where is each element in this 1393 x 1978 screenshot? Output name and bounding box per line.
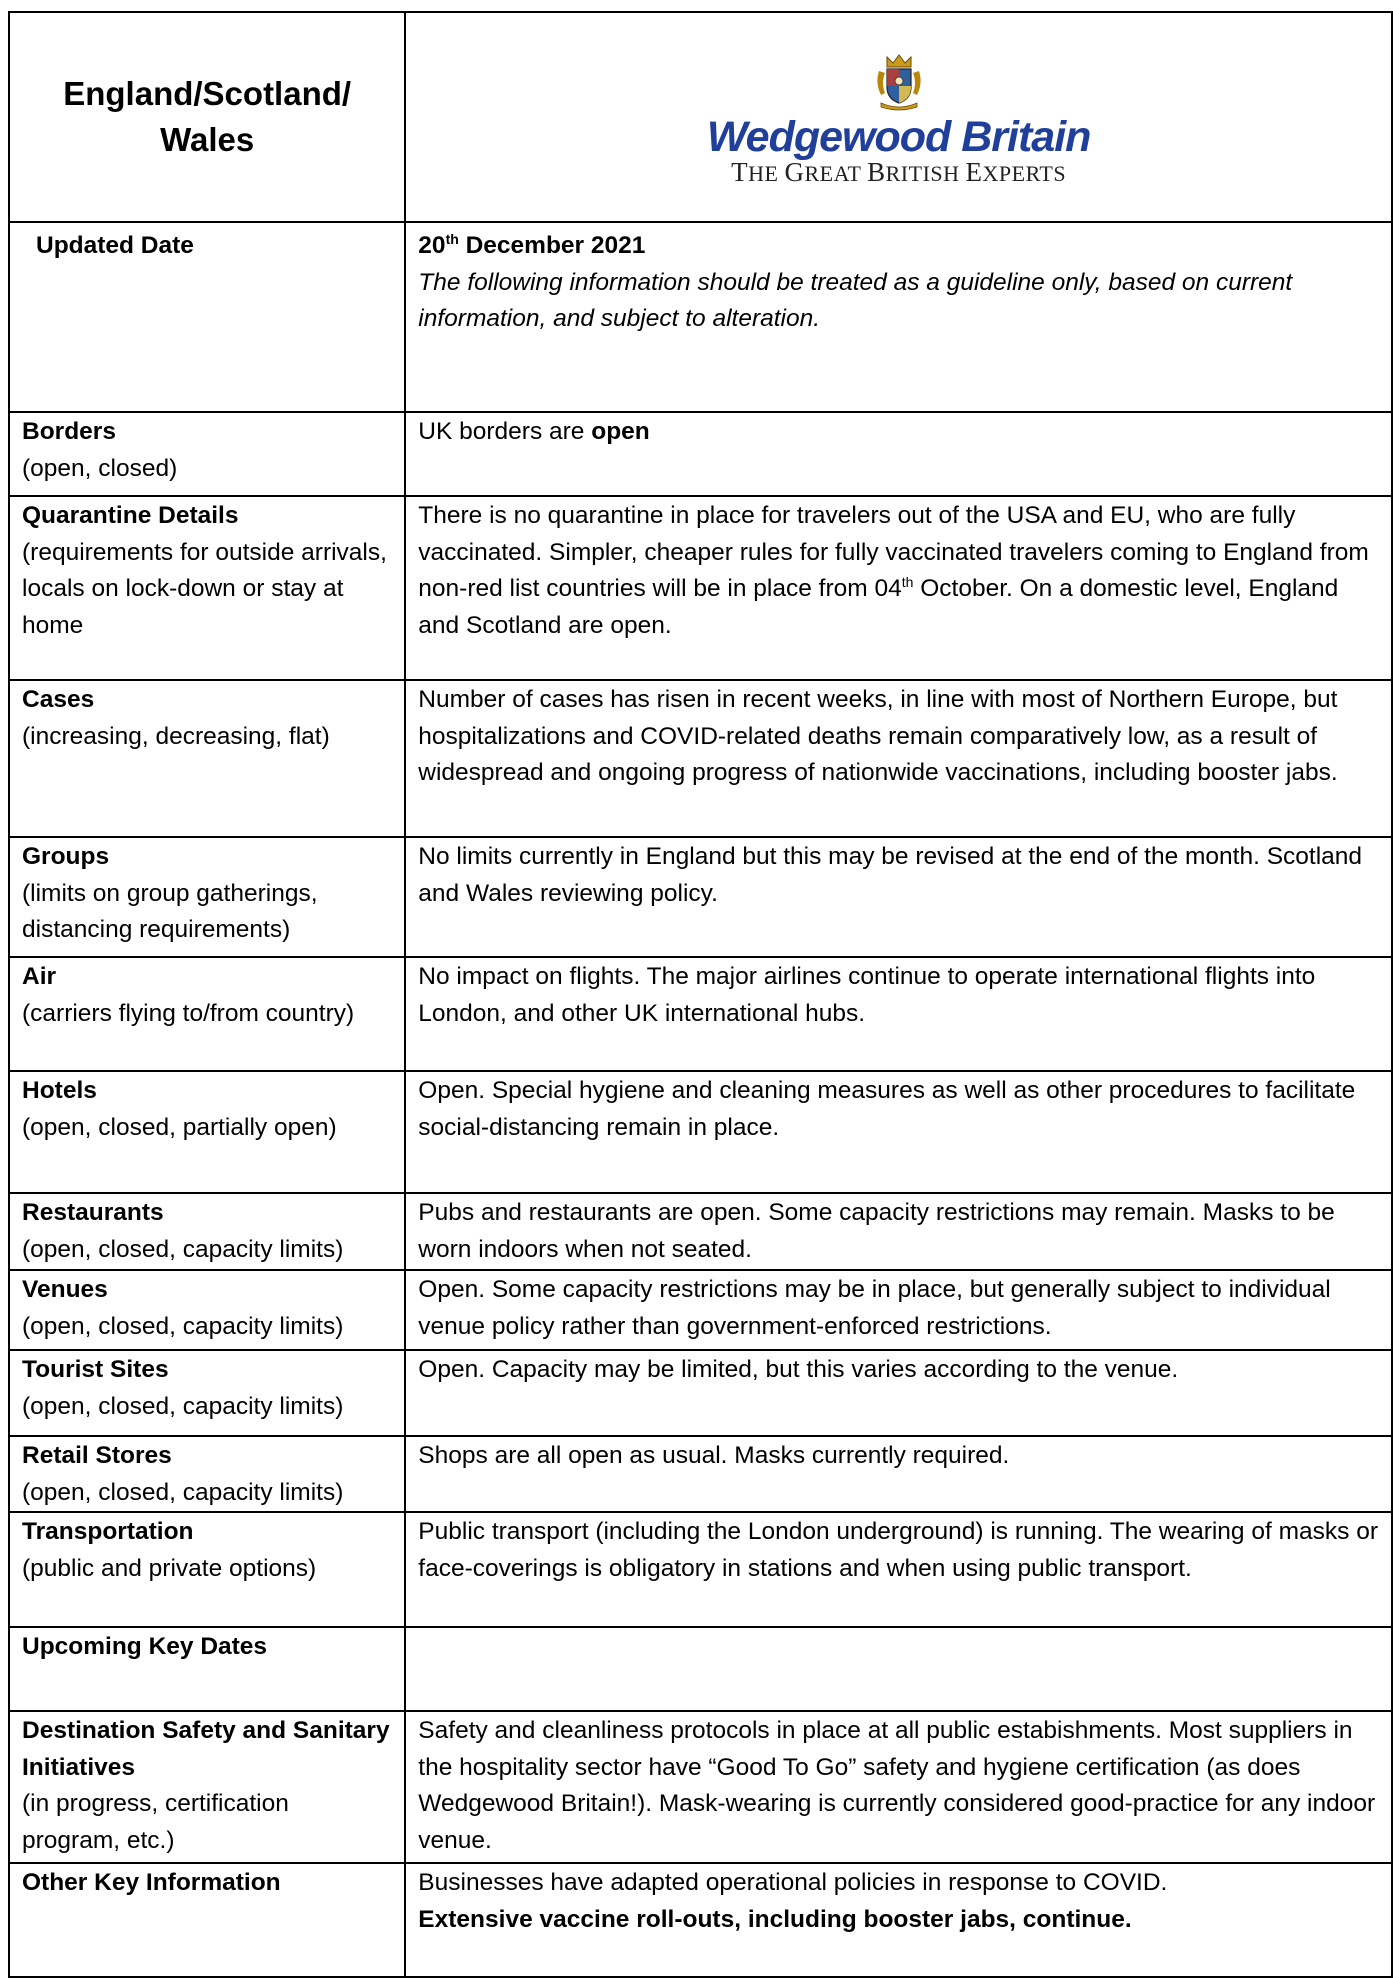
borders-label: Borders: [22, 418, 116, 445]
other-value-bold: Extensive vaccine roll-outs, including booster jabs, continue.: [418, 1905, 1132, 1933]
restaurants-sub: (open, closed, capacity limits): [22, 1235, 344, 1263]
region-title: England/Scotland/ Wales: [63, 75, 352, 158]
venues-value: Open. Some capacity restrictions may be in place, but generally subject to individual venue policy rather than government-enforced restrictions.: [405, 1270, 1392, 1350]
covid-travel-update-table: [8, 11, 1393, 1978]
borders-label-cell: [9, 412, 405, 496]
row-groups: [9, 837, 1392, 957]
quarantine-value: There is no quarantine in place for travelers out of the USA and EU, who are fully vaccinated. Simpler, cheaper rules for fully vaccinated travelers coming to England from non-red list countries will be in place from 04th October. On a domestic level, England and Scotland are open.: [405, 496, 1392, 680]
restaurants-value: Pubs and restaurants are open. Some capacity restrictions may remain. Masks to be worn indoors when not seated.: [405, 1193, 1392, 1270]
row-hotels: [9, 1071, 1392, 1193]
row-key-dates: [9, 1627, 1392, 1711]
updated-value-cell: [405, 222, 1392, 412]
retail-value: Shops are all open as usual. Masks currently required.: [405, 1436, 1392, 1512]
tourist-label-cell: [9, 1350, 405, 1436]
cases-value: Number of cases has risen in recent weeks, in line with most of Northern Europe, but hospitalizations and COVID-related deaths remain comparatively low, as a result of widespread and ongoing progress of nationwide vaccinations, including booster jabs.: [405, 680, 1392, 837]
air-label-cell: [9, 957, 405, 1071]
row-retail: [9, 1436, 1392, 1512]
row-restaurants: [9, 1193, 1392, 1270]
quarantine-label: Quarantine Details: [22, 502, 239, 529]
venues-label: Venues: [22, 1276, 108, 1303]
retail-label: Retail Stores: [22, 1442, 172, 1469]
other-label: Other Key Information: [22, 1869, 281, 1896]
logo-tagline: THE GREAT BRITISH EXPERTS: [731, 157, 1067, 187]
row-cases: [9, 680, 1392, 837]
venues-label-cell: [9, 1270, 405, 1350]
company-logo: [418, 53, 1379, 187]
other-value: Businesses have adapted operational policies in response to COVID.: [418, 1869, 1168, 1896]
transport-label: Transportation: [22, 1518, 194, 1545]
updated-row: [9, 222, 1392, 412]
air-value: No impact on flights. The major airlines continue to operate international flights into London, and other UK international hubs.: [405, 957, 1392, 1071]
cases-sub: (increasing, decreasing, flat): [22, 722, 330, 750]
heraldic-crest-icon: [873, 53, 925, 111]
quarantine-label-cell: [9, 496, 405, 680]
row-air: [9, 957, 1392, 1071]
air-label: Air: [22, 963, 57, 990]
row-borders: [9, 412, 1392, 496]
transport-sub: (public and private options): [22, 1554, 317, 1582]
cases-label: Cases: [22, 686, 95, 713]
row-tourist-sites: [9, 1350, 1392, 1436]
groups-label-cell: [9, 837, 405, 957]
hotels-label: Hotels: [22, 1077, 97, 1104]
venues-sub: (open, closed, capacity limits): [22, 1312, 344, 1340]
updated-date: 20th December 2021: [418, 230, 646, 259]
row-transportation: [9, 1512, 1392, 1627]
row-safety: [9, 1711, 1392, 1863]
groups-value: No limits currently in England but this may be revised at the end of the month. Scotland and Wales reviewing policy.: [405, 837, 1392, 957]
key-dates-value: [405, 1627, 1392, 1711]
hotels-sub: (open, closed, partially open): [22, 1113, 337, 1141]
cases-label-cell: [9, 680, 405, 837]
tourist-value: Open. Capacity may be limited, but this varies according to the venue.: [405, 1350, 1392, 1436]
groups-sub: (limits on group gatherings, distancing requirements): [22, 879, 318, 943]
logo-brand-name: Wedgewood Britain: [706, 113, 1091, 161]
transport-value: Public transport (including the London underground) is running. The wearing of masks or face-coverings is obligatory in stations and when using public transport.: [405, 1512, 1392, 1627]
tourist-label: Tourist Sites: [22, 1356, 169, 1383]
safety-label: Destination Safety and Sanitary Initiatives: [22, 1717, 390, 1781]
borders-value: UK borders are open: [405, 412, 1392, 496]
safety-sub: (in progress, certification program, etc.): [22, 1790, 289, 1854]
air-sub: (carriers flying to/from country): [22, 999, 355, 1027]
updated-label: Updated Date: [9, 222, 405, 412]
key-dates-label: Upcoming Key Dates: [22, 1633, 268, 1660]
hotels-label-cell: [9, 1071, 405, 1193]
key-dates-label-cell: [9, 1627, 405, 1711]
restaurants-label: Restaurants: [22, 1199, 164, 1226]
other-label-cell: [9, 1863, 405, 1977]
transport-label-cell: [9, 1512, 405, 1627]
safety-label-cell: [9, 1711, 405, 1863]
quarantine-sub: (requirements for outside arrivals, locals on lock-down or stay at home: [22, 538, 387, 639]
groups-label: Groups: [22, 843, 110, 870]
retail-label-cell: [9, 1436, 405, 1512]
hotels-value: Open. Special hygiene and cleaning measures as well as other procedures to facilitate social-distancing remain in place.: [405, 1071, 1392, 1193]
restaurants-label-cell: [9, 1193, 405, 1270]
row-quarantine: [9, 496, 1392, 680]
tourist-sub: (open, closed, capacity limits): [22, 1392, 344, 1420]
disclaimer-text: The following information should be treated as a guideline only, based on current information, and subject to alteration.: [418, 268, 1293, 332]
row-other: [9, 1863, 1392, 1977]
region-cell: [9, 12, 405, 222]
retail-sub: (open, closed, capacity limits): [22, 1478, 344, 1506]
other-value-cell: [405, 1863, 1392, 1977]
header-row: [9, 12, 1392, 222]
borders-sub: (open, closed): [22, 454, 178, 482]
logo-cell: [405, 12, 1392, 222]
row-venues: [9, 1270, 1392, 1350]
safety-value: Safety and cleanliness protocols in place at all public estabishments. Most suppliers in the hospitality sector have “Good To Go” safety and hygiene certification (as does Wedgewood Britain!). Mask-wearing is currently considered good-practice for any indoor venue.: [405, 1711, 1392, 1863]
